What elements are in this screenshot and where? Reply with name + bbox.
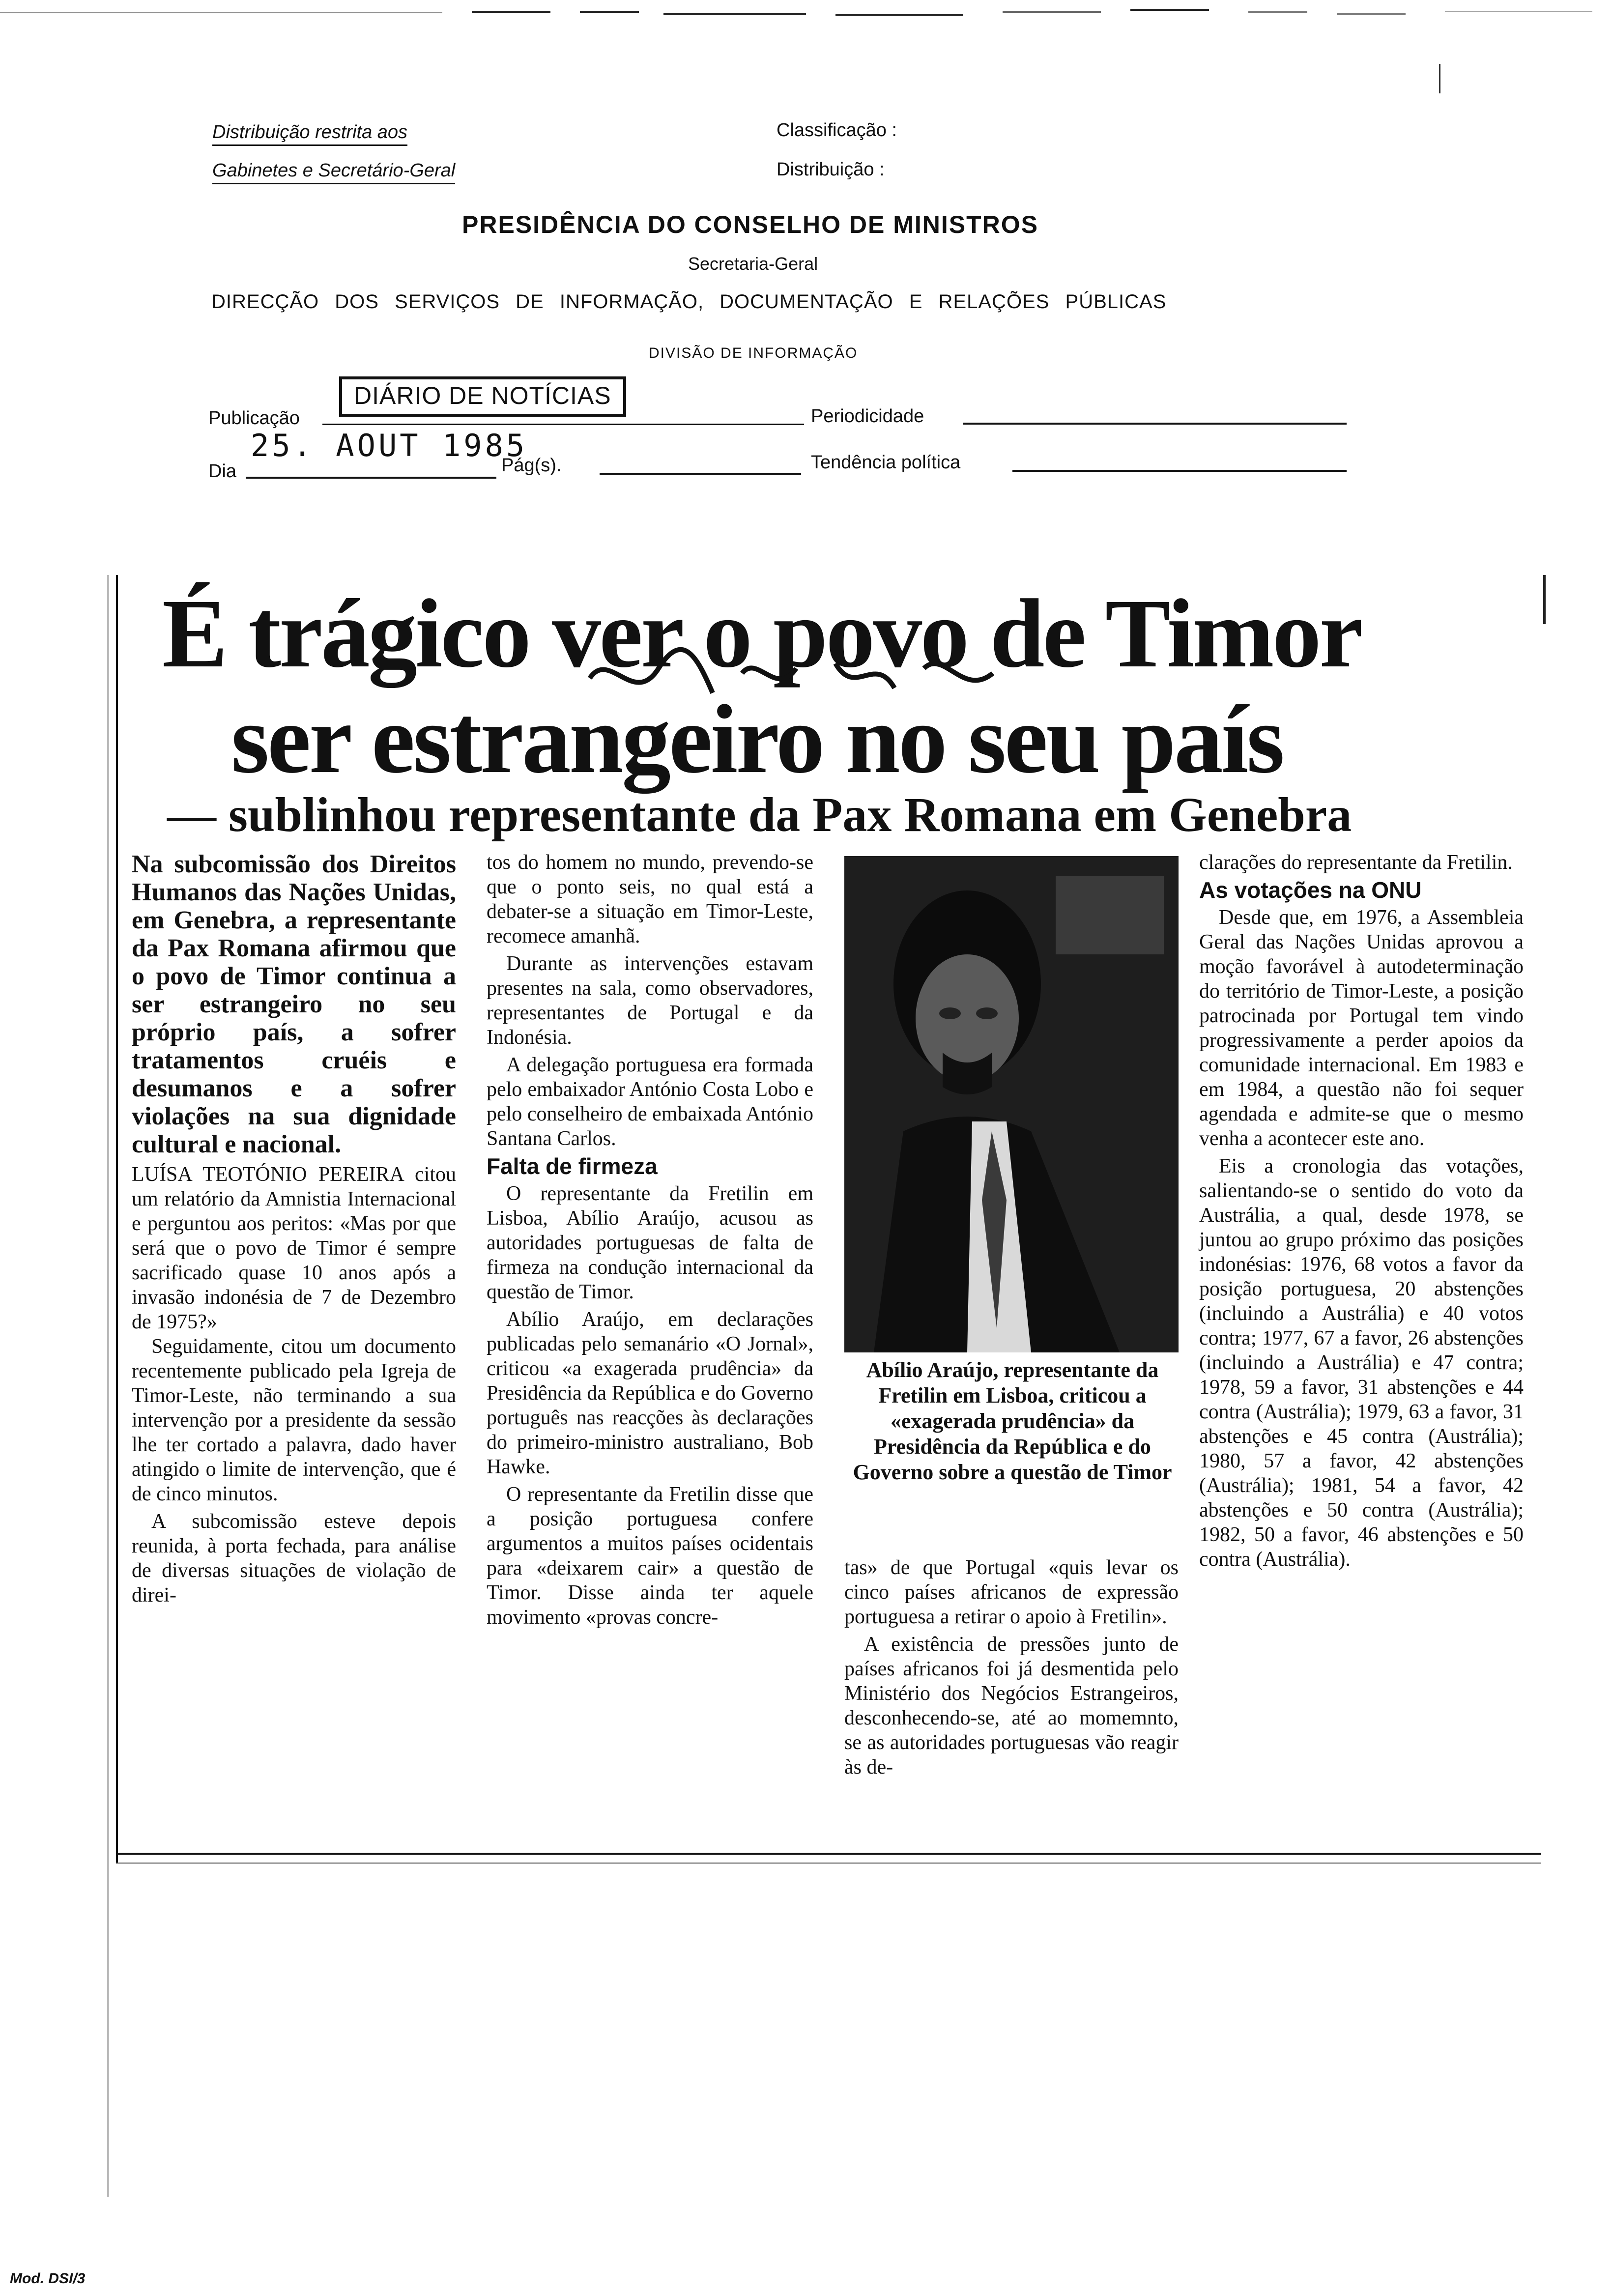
article-lead: Na subcomissão dos Direitos Humanos das Nações Unidas, em Genebra, a representante da Pax Romana afirmou que o povo de Timor continua a ser estrangeiro no seu próprio país, a sofrer tratamentos cruéis e desumanos e a sofrer violações na sua dignidade cultural e nacional. [132,850,456,1158]
distribution-label: Distribuição : [777,159,885,180]
column-4-paragraph-1: clarações do representante da Fretilin. [1199,851,1513,874]
column-2-paragraph-5: Abílio Araújo, em declarações publicadas pelo semanário «O Jornal», criticou «a exagerada prudência» da Presidência da República e do Governo português nas reacções às declarações do primeiro-ministro australiano, Bob Hawke. [487,1308,813,1478]
headline-line-2: ser estrangeiro no seu país [231,685,1283,794]
publication-box [339,376,626,417]
publication-underline [322,424,804,425]
article-column-2 [487,850,813,1633]
directorate-title: DIRECÇÃO DOS SERVIÇOS DE INFORMAÇÃO, DOCUMENTAÇÃO E RELAÇÕES PÚBLICAS [211,291,1167,313]
periodicity-line [963,423,1347,425]
column-3-paragraph-2: A existência de pressões junto de países africanos foi já desmentida pelo Ministério dos Negócios Estrangeiros, desconhecendo-se, até ao momemnto, se as autoridades portuguesas vão reagir às de- [844,1633,1179,1779]
periodicity-label: Periodicidade [811,406,924,427]
publication-label: Publicação [208,408,300,429]
political-label: Tendência política [811,452,961,473]
column-1-paragraph-1: LUÍSA TEOTÓNIO PEREIRA citou um relatório da Amnistia Internacional e perguntou aos peritos: «Mas por que será que o povo de Timor é sempre sacrificado quase 10 anos após a invasão indonésia de 7 de Dezembro de 1975?» [132,1163,456,1333]
section-title-falta-de-firmeza: Falta de firmeza [487,1153,658,1179]
column-2-paragraph-1: tos do homem no mundo, prevendo-se que o ponto seis, no qual está a debater-se a situação em Timor-Leste, recomece amanhã. [487,851,813,947]
distribution-note-2: Gabinetes e Secretário-Geral [212,160,455,181]
political-line [1012,470,1347,472]
date-stamp: 25. AOUT 1985 [251,428,528,463]
left-edge-shadow [107,575,109,2197]
abilio-araujo-photo [844,856,1179,1352]
column-2-paragraph-3: A delegação portuguesa era formada pelo embaixador António Costa Lobo e pelo conselheiro de embaixada António Santana Carlos. [487,1054,813,1150]
distribution-note-1: Distribuição restrita aos [212,122,407,143]
article-left-rule [116,575,118,1863]
column-4-paragraph-3: Eis a cronologia das votações, salientando-se o sentido do voto da Austrália, a qual, desde 1978, se juntou ao grupo próximo das posições indonésias: 1976, 68 votos a favor da posição portuguesa, 20 abstenções (incluindo a Austrália) e 40 votos contra; 1977, 67 a favor, 26 abstenções (incluindo a Austrália) e 47 contra; 1978, 59 a favor, 31 abstenções e 44 contra (Austrália); 1979, 63 a favor, 31 abstenções e 45 contra (Austrália); 1980, 57 a favor, 42 abstenções (Austrália); 1981, 54 a favor, 42 abstenções e 50 contra (Austrália); 1982, 50 a favor, 46 abstenções e 50 contra (Austrália). [1199,1155,1524,1571]
form-footer-code: Mod. DSI/3 [10,2270,86,2287]
article-column-1 [132,850,456,1610]
right-margin-mark [1543,575,1546,624]
column-3-paragraph-1: tas» de que Portugal «quis levar os cinco países africanos de expressão portuguesa a retirar o apoio à Fretilin». [844,1556,1179,1628]
subheadline: — sublinhou representante da Pax Romana em Genebra [167,787,1352,842]
column-2-paragraph-4: O representante da Fretilin em Lisboa, Abílio Araújo, acusou as autoridades portuguesas de falta de firmeza na condução internacional da questão de Timor. [487,1182,813,1303]
handwritten-scribble [580,639,1022,727]
column-4-paragraph-2: Desde que, em 1976, a Assembleia Geral das Nações Unidas aprovou a moção favorável à autodeterminação do território de Timor-Leste, a posição patrocinada por Portugal tem vindo progressivamente a perder apoios da comunidade internacional. Em 1983 e em 1984, a questão não foi sequer agendada e admite-se que o mesmo venha a acontecer este ano. [1199,906,1524,1150]
section-title-votacoes-onu: As votações na ONU [1199,877,1422,903]
classification-label: Classificação : [777,120,897,141]
ministry-title: PRESIDÊNCIA DO CONSELHO DE MINISTROS [462,211,1039,238]
article-bottom-rule-thin [116,1863,1541,1864]
photo-caption: Abílio Araújo, representante da Fretilin em Lisboa, criticou a «exagerada prudência» da Presidência da República e do Governo sobre a questão de Timor [853,1358,1172,1484]
portrait-silhouette [844,856,1179,1352]
article-column-4 [1199,850,1524,1575]
publication-value: DIÁRIO DE NOTÍCIAS [354,382,611,409]
pages-label: Pág(s). [501,455,562,476]
column-1-paragraph-2: Seguidamente, citou um documento recentemente publicado pela Igreja de Timor-Leste, não terminando a sua intervenção por a presidente da sessão lhe ter cortado a palavra, dado haver atingido o limite de intervenção, que é de cinco minutos. [132,1335,456,1505]
secretariat-label: Secretaria-Geral [688,254,818,274]
day-label: Dia [208,461,237,482]
division-label: DIVISÃO DE INFORMAÇÃO [649,345,858,361]
top-edge-smudge [0,0,1612,20]
column-2-paragraph-6: O representante da Fretilin disse que a posição portuguesa confere argumentos a muitos países ocidentais para «deixarem cair» a questão de Timor. Disse ainda ter aquele movimento «provas concre- [487,1483,813,1629]
article-column-3 [844,1555,1179,1782]
margin-mark [1439,64,1440,93]
day-line [246,477,496,479]
column-1-paragraph-3: A subcomissão esteve depois reunida, à porta fechada, para análise de diversas situações de violação de direi- [132,1510,456,1607]
headline-line-1: É trágico ver o povo de Timor [162,579,1361,688]
pages-line [600,473,801,475]
column-2-paragraph-2: Durante as intervenções estavam presentes na sala, como observadores, representantes de Portugal e da Indonésia. [487,952,813,1049]
article-bottom-rule [116,1853,1541,1855]
